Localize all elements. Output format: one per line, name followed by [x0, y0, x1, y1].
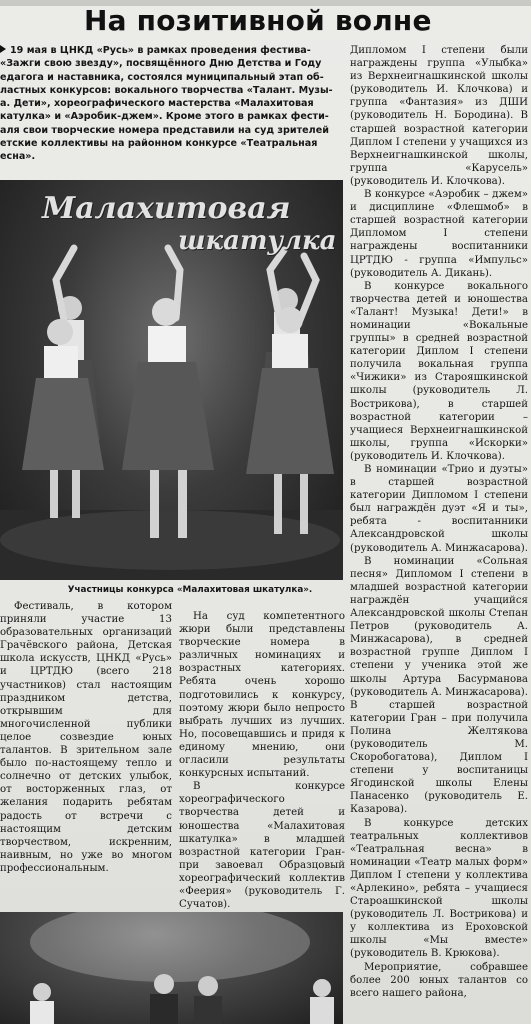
article-column-right [350, 44, 528, 1024]
performers-illustration [0, 912, 343, 1024]
paragraph: В номинации «Сольная песня» Дипломом I степени в младшей возрастной категории награждён учащийся Александровской школы Степан Петров (руководитель А. Минжасарова), в средней возрастной группе Диплом I степени у ученика этой же школы Артура Басурманова (руководитель А. Минжасарова). В старшей возрастной категории Гран – при получила Полина Желтякова (руководитель М. Скоробогатова), Диплом I степени у воспитаницы Ягодинской школы Елены Панасенко (руководитель Е. Казарова). [350, 555, 528, 816]
banner-line-1: Малахитовая [42, 191, 291, 226]
bullet-icon [0, 45, 6, 53]
paragraph: В конкурсе вокального творчества детей и юношества «Талант! Музыка! Дети!» в номинации «Вокальные группы» в средней возрастной категории Диплом I степени получила вокальная группа «Чижики» из Старояшкинской школы (руководитель Л. Вострикова), в старшей возрастной категории – учащиеся Верхнеигнашкинской школы, группа «Искорки» (руководитель И. Клочкова). [350, 280, 528, 462]
paragraph: В конкурсе детских театральных коллективов «Театральная весна» в номинации «Театр малых форм» Диплом I степени у коллектива «Арлекино», ребята – учащиеся Староашкинской школы (руководитель Л. Вострикова) и у коллектива из Ероховской школы «Мы вместе» (руководитель В. Крюкова). [350, 817, 528, 960]
article-lead [0, 44, 342, 180]
paragraph: Мероприятие, собравшее более 200 юных талантов со всего нашего района, [350, 961, 528, 999]
paragraph: На суд компетентного жюри были представлены творческие номера в различных номинациях и возрастных категориях. Ребята очень хорошо подготовились к конкурсу, поэтому жюри было непросто выбрать лучших из лучших. Но, посовещавшись и придя к единому мнению, они огласили результаты конкурсных испытаний. [179, 611, 345, 780]
lead-text: 19 мая в ЦНКД «Русь» в рамках проведения фестива- «Зажги свою звезду», посвящённого Дню Детства и Году едагога и наставника, состоялся муниципальный этап об- ластных конкурсов: вокального творчества «Талант. Музы- а. Дети», хореографического мастерства «Малахитовая катулка» и «Аэробик-джем». Кроме этого в рамках фести- аля свои творческие номера представили на суд зрителей етские коллективы на районном конкурсе «Театральная есна». [0, 45, 333, 163]
theatre-photo [0, 912, 343, 1024]
article-column-b [179, 610, 345, 910]
article-column-a [0, 600, 172, 910]
paragraph: В номинации «Трио и дуэты» в старшей возрастной категории Дипломом I степени был награждён дуэт «Я и ты», ребята - воспитанники Александровской школы (руководитель А. Минжасарова). [350, 464, 528, 554]
paragraph: Фестиваль, в котором приняли участие 13 образовательных организаций Грачёвского района, Детская школа искусств, ЦНКД «Русь» и ЦРТДЮ (всего 218 участников) стал настоящим праздником детства, открывшим для многочисленной публики целое созвездие юных талантов. В зрительном зале было по-настоящему тепло и солнечно от детских улыбок, от восторженных глаз, от желания подарить ребятам радость от встречи с настоящим детским творчеством, искренним, наивным, но уже во многом профессиональным. [0, 601, 172, 874]
paragraph: В конкурсе хореографического творчества детей и юношества «Малахитовая шкатулка» в младшей возрастной категории Гран-при завоевал Образцовый хореографический коллектив «Феерия» (руководитель Г. Сучатов). [179, 781, 345, 910]
paragraph: Дипломом I степени были награждены группа «Улыбка» из Верхнеигнашкинской школы (руководитель И. Клочкова) и группа «Фантазия» из ДШИ (руководитель Н. Бородина). В старшей возрастной категории Диплом I степени у учащихся из Верхнеигнашкинской школы, группа «Карусель» (руководитель И. Клочкова). [350, 45, 528, 187]
banner-line-2: шкатулка [178, 226, 337, 256]
photo-caption: Участницы конкурса «Малахитовая шкатулка». [67, 585, 313, 595]
paragraph: В конкурсе «Аэробик – джем» и дисциплине «Флешмоб» в старшей возрастной категории Дипломом I степени награждены воспитанники ЦРТДЮ - группа «Импульс» (руководитель А. Дикань). [350, 189, 528, 279]
dance-photo [0, 180, 343, 580]
stage-banner [28, 191, 337, 272]
article-title: На позитивной волне [84, 4, 432, 37]
